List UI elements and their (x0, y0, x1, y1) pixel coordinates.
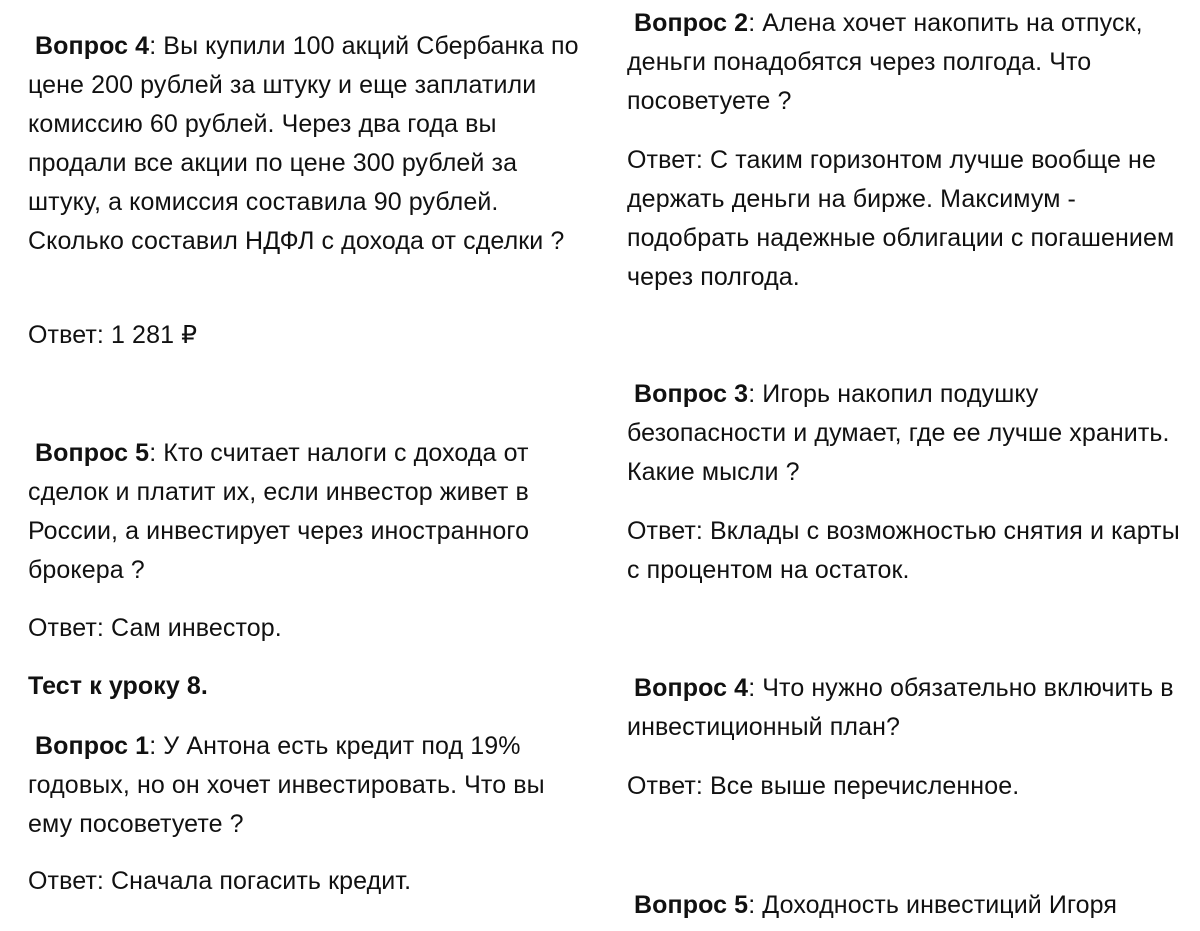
answer-block (627, 767, 1187, 806)
section-heading-block (28, 667, 588, 706)
question-body: : Алена хочет накопить на отпуск, деньги понадобятся через полгода. Что посоветуете ? (627, 9, 1143, 115)
question-text (627, 669, 1187, 747)
answer-block (627, 512, 1187, 590)
question-text (28, 727, 588, 844)
question-label: Вопрос 5 (35, 439, 150, 467)
question-block (627, 375, 1187, 492)
question-label: Вопрос 1 (35, 732, 150, 760)
answer-text: Ответ: Сначала погасить кредит. (28, 867, 412, 895)
question-block (28, 434, 588, 590)
question-block (627, 4, 1187, 121)
answer-block (28, 609, 588, 648)
question-body: : Доходность инвестиций Игоря (748, 891, 1118, 919)
question-text (28, 27, 588, 261)
question-label: Вопрос 4 (634, 674, 749, 702)
question-body: : Что нужно обязательно включить в инвестиционный план? (627, 674, 1174, 741)
question-body: : У Антона есть кредит под 19% годовых, но он хочет инвестировать. Что вы ему посоветуете ? (28, 732, 545, 838)
question-block (627, 886, 1187, 925)
question-label: Вопрос 2 (634, 9, 749, 37)
question-text (627, 375, 1187, 492)
question-body: : Кто считает налоги с дохода от сделок и платит их, если инвестор живет в России, а инвестирует через иностранного брокера ? (28, 439, 530, 584)
question-block (28, 727, 588, 844)
question-block (28, 27, 588, 261)
answer-block (28, 316, 588, 355)
question-text (28, 434, 588, 590)
question-label: Вопрос 5 (634, 891, 749, 919)
answer-text: Ответ: Сам инвестор. (28, 614, 282, 642)
question-body: : Вы купили 100 акций Сбербанка по цене 200 рублей за штуку и еще заплатили комиссию 60 рублей. Через два года вы продали все акции по цене 300 рублей за штуку, а комиссия составила 90 рублей. Сколько составил НДФЛ с дохода от сделки ? (28, 32, 579, 255)
section-title: Тест к уроку 8. (28, 672, 208, 700)
question-label: Вопрос 4 (35, 32, 150, 60)
answer-block (627, 141, 1187, 297)
question-text (627, 886, 1187, 925)
answer-text: Ответ: Вклады с возможностью снятия и карты с процентом на остаток. (627, 517, 1180, 584)
question-block (627, 669, 1187, 747)
question-body: : Игорь накопил подушку безопасности и думает, где ее лучше хранить. Какие мысли ? (627, 380, 1170, 486)
answer-text: Ответ: 1 281 ₽ (28, 321, 198, 349)
answer-block (28, 862, 588, 901)
question-label: Вопрос 3 (634, 380, 749, 408)
question-text (627, 4, 1187, 121)
answer-text: Ответ: Все выше перечисленное. (627, 772, 1020, 800)
answer-text: Ответ: С таким горизонтом лучше вообще не держать деньги на бирже. Максимум - подобрать надежные облигации с погашением через полгода. (627, 146, 1175, 291)
